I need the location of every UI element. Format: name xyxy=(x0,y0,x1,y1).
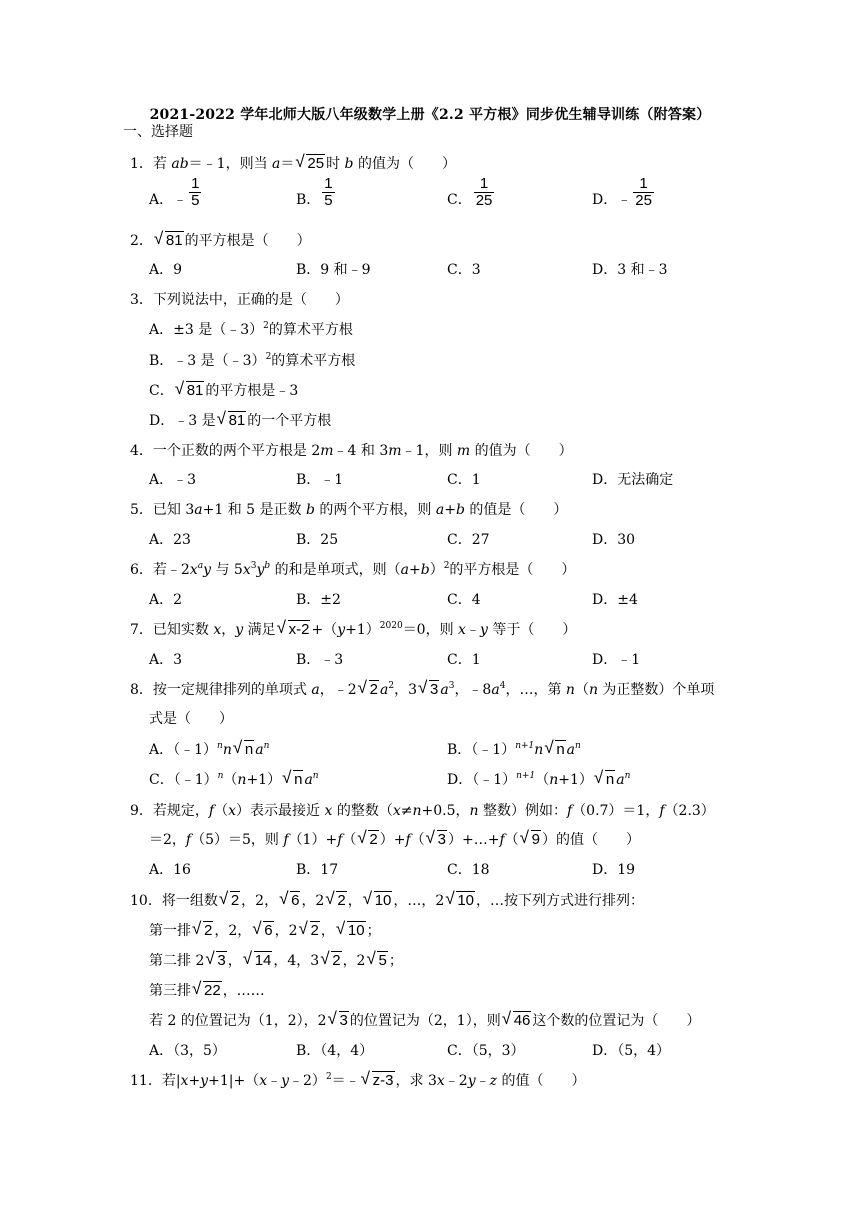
q5-option-c: C．27 xyxy=(447,532,490,548)
q7-option-b: B．﹣3 xyxy=(296,652,344,668)
q10-option-b: B．（4，4） xyxy=(296,1043,374,1059)
question-8: 8．按一定规律排列的单项式 a，﹣2√ 2 $a^2$，3√ 3 $a^3$，$﹣8a^4$，…，第 n（n 为正整数）个单项 xyxy=(130,680,714,700)
question-5: 5．已知 3a+1 和 5 是正数 b 的两个平方根，则 a+b 的值是（ ） xyxy=(130,502,568,518)
question-3: 3．下列说法中，正确的是（ ） xyxy=(130,292,349,308)
q8-option-a: A．（﹣1）$^n$n√ n $a^n$ xyxy=(149,740,269,760)
q10-row-1: 第一排√ 2 ，2，√ 6 ，2√ 2 ，√ 10 ； xyxy=(149,921,381,941)
q10-option-a: A．（3，5） xyxy=(149,1043,226,1059)
sqrt-z-minus-3: √ z-3 xyxy=(361,1071,395,1090)
q5-option-d: D．30 xyxy=(592,532,636,548)
question-7: 7．已知实数 x，y 满足√ $x-2 +(y+1)^{2020}=0$，则 x﹣y 等于（ ） xyxy=(130,620,576,640)
q1-option-a: A．﹣ $\frac{1}{5}$ xyxy=(149,174,200,209)
question-11: 11．若|x+y+1|+（x﹣y﹣2）$^2$＝﹣√ z-3 ，求 3x﹣2y﹣z 的值（ ） xyxy=(130,1071,585,1091)
q7-option-c: C．1 xyxy=(447,652,481,668)
q9-option-a: A．16 xyxy=(149,862,191,878)
q10-row-2: 第二排 2√ 3 ，√ 14 ，4，3√ 2 ，2√ 5 ； xyxy=(149,951,403,971)
q10-option-c: C．（5，3） xyxy=(447,1043,525,1059)
question-8-cont: 式是（ ） xyxy=(149,711,233,727)
q2-option-b: B．9 和﹣9 xyxy=(296,262,371,278)
q9-option-d: D．19 xyxy=(592,862,636,878)
q9-option-b: B．17 xyxy=(296,862,339,878)
sqrt-81: √ 81 xyxy=(217,411,247,430)
q6-option-b: B．±2 xyxy=(296,592,341,608)
q3-option-a: A．±3 是（﹣3）$^2$的算术平方根 xyxy=(149,321,353,338)
sqrt-25: √ 25 xyxy=(295,154,325,173)
q1-option-b: B． $\frac{1}{5}$ xyxy=(296,174,333,209)
q6-option-c: C．4 xyxy=(447,592,481,608)
q8-option-c: C．（﹣1）$^n$（n+1）√ n $a^n$ xyxy=(149,770,319,790)
question-2: 2．√ 81 的平方根是（ ） xyxy=(130,231,311,251)
q4-option-a: A．﹣3 xyxy=(149,472,197,488)
q3-option-b: B．﹣3 是（﹣3）$^2$的算术平方根 xyxy=(149,352,356,369)
q2-option-a: A．9 xyxy=(149,262,183,278)
q7-option-d: D．﹣1 xyxy=(592,652,641,668)
question-4: 4．一个正数的两个平方根是 2m﹣4 和 3m﹣1，则 m 的值为（ ） xyxy=(130,443,573,459)
q9-option-c: C．18 xyxy=(447,862,490,878)
page-title: 2021-2022 学年北师大版八年级数学上册《2.2 平方根》同步优生辅导训练（附答案） xyxy=(149,107,711,123)
q2-option-d: D．3 和﹣3 xyxy=(592,262,668,278)
q8-option-b: B．（﹣1）$^{n+1}$n√ n $a^n$ xyxy=(447,740,581,760)
question-6: 6．若$﹣2x^ay$ 与 $5x^3y^b$ 的和是单项式，则$(a+b)^2$的平方根是（ ） xyxy=(130,561,576,578)
section-heading: 一、选择题 xyxy=(123,124,193,140)
q7-option-a: A．3 xyxy=(149,652,183,668)
question-9-cont: ＝2，f（5）＝5，则 f（1）+f（√ 2 ）+f（√ 3 ）+…+f（√ 9 ）的值（ ） xyxy=(149,830,640,850)
question-1: 1．若 ab＝﹣1，则当 a＝√ 25 时 b 的值为（ ） xyxy=(130,154,456,174)
q8-option-d: D．（﹣1）$^{n+1}$（n+1）√ n $a^n$ xyxy=(447,770,630,790)
q4-option-b: B．﹣1 xyxy=(296,472,344,488)
q4-option-c: C．1 xyxy=(447,472,481,488)
sqrt-x-minus-2: √ x-2 xyxy=(277,620,311,639)
q6-option-a: A．2 xyxy=(149,592,183,608)
sqrt-81: √ 81 xyxy=(175,381,205,400)
q4-option-d: D．无法确定 xyxy=(592,472,674,488)
q5-option-a: A．23 xyxy=(149,532,191,548)
q10-question: 若 2 的位置记为（1，2），2√ 3 的位置记为（2，1），则√ 46 这个数的位置记为（ ） xyxy=(149,1011,700,1031)
q3-option-c: C．√ 81 的平方根是﹣3 xyxy=(149,381,298,401)
q3-option-d: D．﹣3 是√ 81 的一个平方根 xyxy=(149,411,331,431)
sqrt-81: √ 81 xyxy=(154,231,184,250)
q1-option-c: C． $\frac{1}{25}$ xyxy=(447,174,493,209)
q1-option-d: D．﹣ $\frac{1}{25}$ xyxy=(592,174,652,209)
question-10: 10．将一组数√ 2 ，2，√ 6 ，2√ 2 ，√ 10 ，…，2√ 10 ，…按下列方式进行排列： xyxy=(130,891,644,911)
q2-option-c: C．3 xyxy=(447,262,481,278)
question-9: 9．若规定，f（x）表示最接近 x 的整数（x≠n+0.5，n 整数）例如：f（0.7）＝1，f（2.3） xyxy=(130,803,715,819)
q5-option-b: B．25 xyxy=(296,532,339,548)
q6-option-d: D．±4 xyxy=(592,592,638,608)
q10-option-d: D．（5，4） xyxy=(592,1043,671,1059)
q10-row-3: 第三排√ 22 ，…… xyxy=(149,981,265,1001)
